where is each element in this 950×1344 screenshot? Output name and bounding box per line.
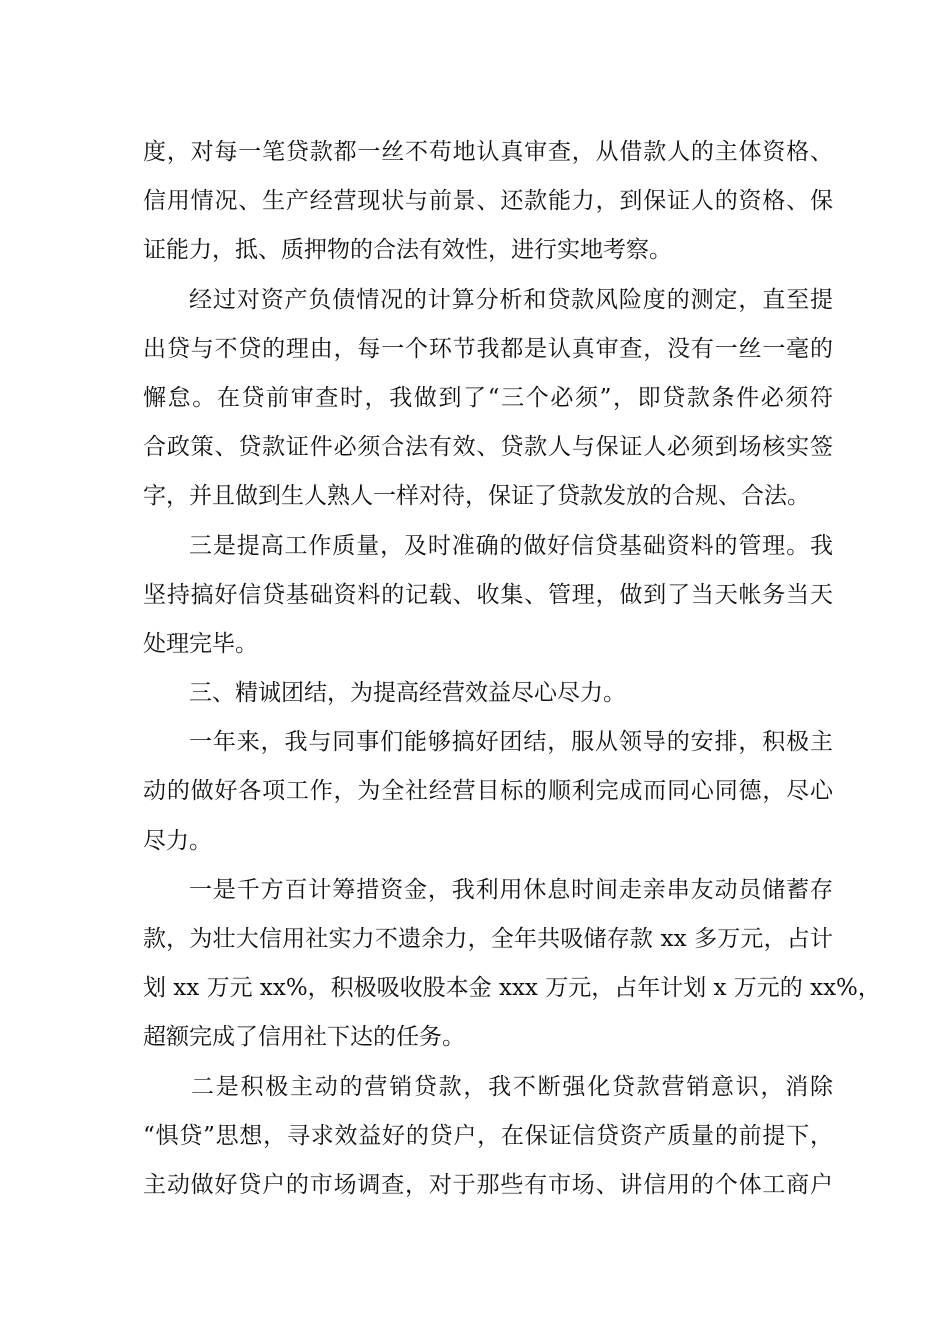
text-line: 处理完毕。	[143, 630, 258, 657]
text-line: 证能力，抵、质押物的合法有效性，进行实地考察。	[143, 237, 672, 264]
body-text	[143, 128, 881, 1210]
text-line: 三是提高工作质量，及时准确的做好信贷基础资料的管理。我	[189, 532, 833, 559]
text-line: 一年来，我与同事们能够搞好团结，服从领导的安排，积极主	[189, 729, 833, 756]
text-line: 度，对每一笔贷款都一丝不苟地认真审查，从借款人的主体资格、	[143, 139, 833, 165]
text-line: 经过对资产负债情况的计算分析和贷款风险度的测定，直至提	[189, 286, 833, 313]
text-line: 划 xx 万元 xx%，积极吸收股本金 xxx 万元，占年计划 x 万元的 xx%，	[143, 975, 881, 1002]
text-line: 尽力。	[143, 827, 212, 854]
text-line: 二是积极主动的营销贷款，我不断强化贷款营销意识，消除	[191, 1073, 833, 1100]
text-line: 一是千方百计筹措资金，我利用休息时间走亲串友动员储蓄存	[189, 876, 833, 903]
text-line: 合政策、贷款证件必须合法有效、贷款人与保证人必须到场核实签	[143, 434, 833, 461]
section-heading: 三、精诚团结，为提高经营效益尽心尽力。	[189, 680, 626, 707]
text-line: 超额完成了信用社下达的任务。	[143, 1024, 465, 1051]
text-line: 字，并且做到生人熟人一样对待，保证了贷款发放的合规、合法。	[143, 483, 810, 510]
text-line: “惧贷”思想，寻求效益好的贷户，在保证信贷资产质量的前提下，	[143, 1122, 833, 1149]
text-line: 坚持搞好信贷基础资料的记载、收集、管理，做到了当天帐务当天	[143, 581, 833, 608]
text-line: 信用情况、生产经营现状与前景、还款能力，到保证人的资格、保	[143, 188, 833, 215]
text-line: 懈怠。在贷前审查时，我做到了“三个必须”，即贷款条件必须符	[143, 384, 833, 411]
text-line: 主动做好贷户的市场调查，对于那些有市场、讲信用的个体工商户	[143, 1171, 833, 1198]
text-line: 出贷与不贷的理由，每一个环节我都是认真审查，没有一丝一毫的	[143, 335, 833, 362]
text-line: 动的做好各项工作，为全社经营目标的顺利完成而同心同德，尽心	[143, 778, 833, 805]
text-line: 款，为壮大信用社实力不遗余力，全年共吸储存款 xx 多万元，占计	[143, 926, 833, 952]
